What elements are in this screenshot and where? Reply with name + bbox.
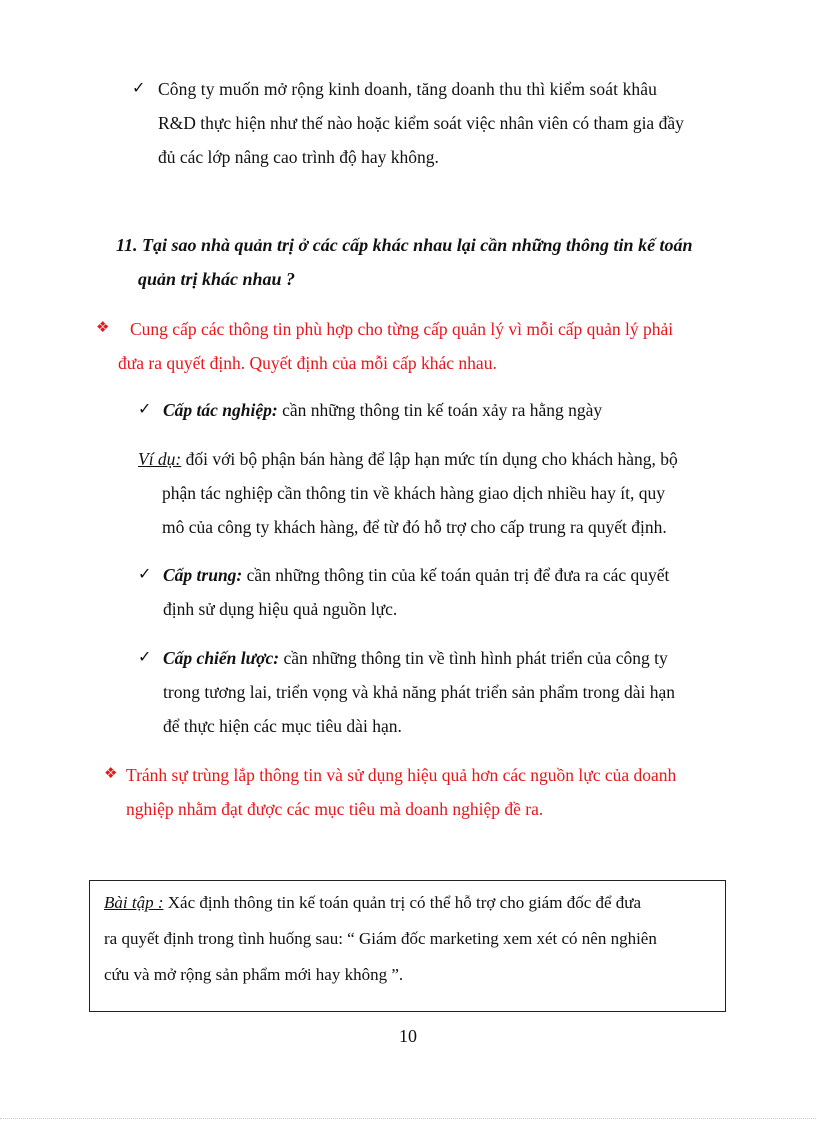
level-operational: [163, 393, 721, 427]
point-suitable-info: [118, 312, 720, 380]
text-line: Cung cấp các thông tin phù hợp cho từng cấp quản lý vì mỗi cấp quản lý phải: [130, 319, 674, 339]
text-line: để thực hiện các mục tiêu dài hạn.: [163, 716, 402, 736]
text-line: mô của công ty khách hàng, để từ đó hỗ trợ cho cấp trung ra quyết định.: [162, 517, 667, 537]
text-line: phận tác nghiệp cần thông tin về khách hàng giao dịch nhiều hay ít, quy: [162, 483, 665, 503]
term-description: cần những thông tin về tình hình phát triển của công ty: [279, 648, 668, 668]
page-number: 10: [399, 1026, 417, 1046]
text-line: R&D thực hiện như thế nào hoặc kiểm soát việc nhân viên có tham gia đầy: [158, 113, 684, 133]
exercise-label: Bài tập :: [104, 893, 164, 912]
level-middle: [163, 558, 721, 626]
example-block: [138, 442, 721, 544]
text-line: Công ty muốn mở rộng kinh doanh, tăng doanh thu thì kiểm soát khâu: [158, 79, 658, 99]
exercise-first-line: Xác định thông tin kế toán quản trị có thể hỗ trợ cho giám đốc để đưa: [163, 893, 642, 912]
text-line: đủ các lớp nâng cao trình độ hay không.: [158, 147, 439, 167]
diamond-bullet-icon: ❖: [96, 318, 110, 336]
text-line: ra quyết định trong tình huống sau: “ Giám đốc marketing xem xét có nên nghiên: [104, 929, 657, 948]
check-icon: ✓: [132, 78, 146, 97]
example-label: Ví dụ:: [138, 449, 182, 469]
text-line: trong tương lai, triển vọng và khả năng phát triển sản phẩm trong dài hạn: [163, 682, 676, 702]
text-line: đưa ra quyết định. Quyết định của mỗi cấp khác nhau.: [118, 353, 497, 373]
text-line: Tránh sự trùng lắp thông tin và sử dụng hiệu quả hơn các nguồn lực của doanh: [126, 765, 677, 785]
point-avoid-duplication: [126, 758, 722, 826]
text-line: [163, 393, 721, 427]
level-strategic: [163, 641, 721, 743]
question-heading: [116, 228, 722, 296]
check-icon: ✓: [138, 647, 152, 666]
term-middle: Cấp trung:: [163, 565, 243, 585]
page-bottom-divider: [0, 1118, 816, 1119]
heading-line: quản trị khác nhau ?: [138, 269, 296, 289]
text-line: [138, 442, 721, 476]
check-icon: ✓: [138, 564, 152, 583]
text-line: [163, 641, 721, 675]
text-line: định sử dụng hiệu quả nguồn lực.: [163, 599, 398, 619]
text-line: [163, 558, 721, 592]
check-icon: ✓: [138, 399, 152, 418]
heading-line: 11. Tại sao nhà quản trị ở các cấp khác nhau lại cần những thông tin kế toán: [116, 235, 693, 255]
example-first-line: đối với bộ phận bán hàng để lập hạn mức tín dụng cho khách hàng, bộ: [181, 449, 678, 469]
term-strategic: Cấp chiến lược:: [163, 648, 280, 668]
exercise-box: [89, 880, 726, 1012]
text-line: [104, 885, 712, 921]
text-line: cứu và mở rộng sản phẩm mới hay không ”.: [104, 965, 404, 984]
bullet-rnd-control: [158, 72, 720, 174]
diamond-bullet-icon: ❖: [104, 764, 118, 782]
term-description: cần những thông tin kế toán xảy ra hằng ngày: [277, 400, 603, 420]
term-operational: Cấp tác nghiệp:: [163, 400, 278, 420]
text-line: nghiệp nhằm đạt được các mục tiêu mà doanh nghiệp đề ra.: [126, 799, 544, 819]
term-description: cần những thông tin của kế toán quản trị để đưa ra các quyết: [242, 565, 670, 585]
exercise-text: [104, 885, 712, 993]
